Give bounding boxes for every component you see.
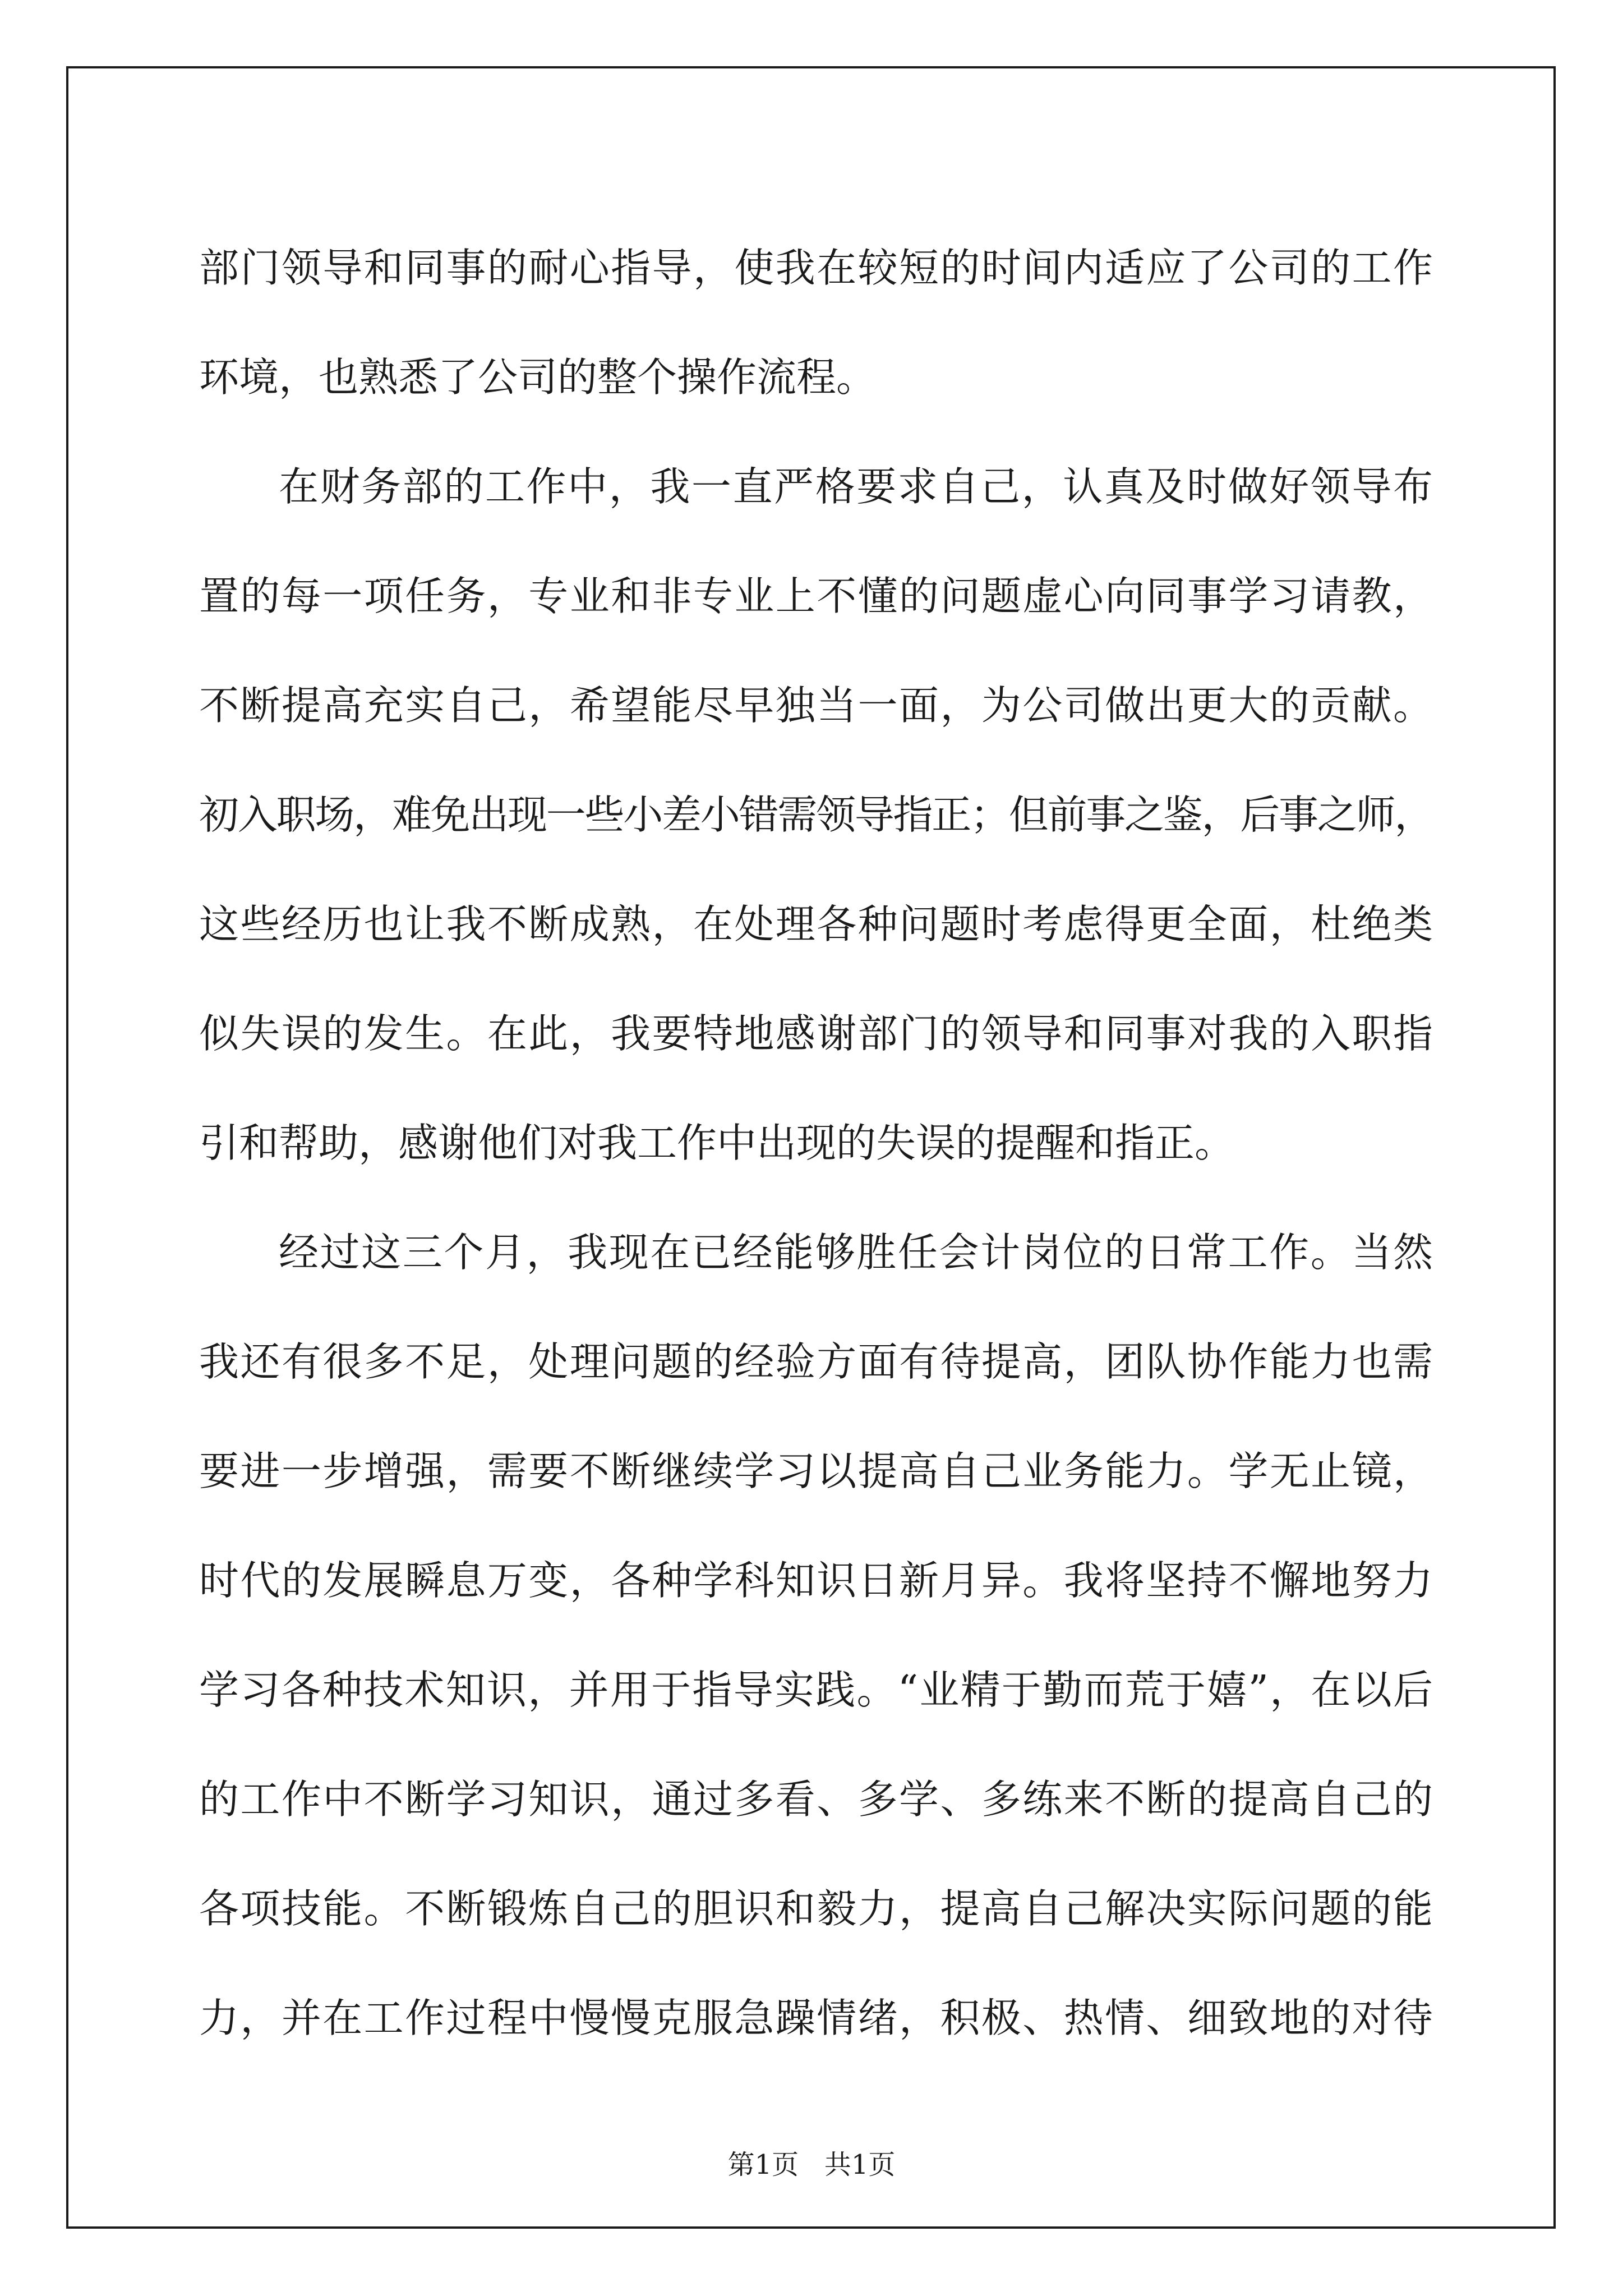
- text-line: 学习各种技术知识，并用于指导实践。“业精于勤而荒于嬉”，在以后: [199, 1667, 1433, 1713]
- text-line: 要进一步增强，需要不断继续学习以提高自己业务能力。学无止镜，: [199, 1448, 1433, 1494]
- text-line: 环境，也熟悉了公司的整个操作流程。: [199, 354, 877, 401]
- text-line: 经过这三个月，我现在已经能够胜任会计岗位的日常工作。当然: [279, 1229, 1433, 1276]
- text-line: 部门领导和同事的耐心指导，使我在较短的时间内适应了公司的工作: [199, 245, 1433, 291]
- text-line: 各项技能。不断锻炼自己的胆识和毅力，提高自己解决实际问题的能: [199, 1885, 1433, 1932]
- text-line: 我还有很多不足，处理问题的经验方面有待提高，团队协作能力也需: [199, 1338, 1433, 1385]
- text-line: 力，并在工作过程中慢慢克服急躁情绪，积极、热情、细致地的对待: [199, 1995, 1433, 2041]
- text-line: 的工作中不断学习知识，通过多看、多学、多练来不断的提高自己的: [199, 1776, 1433, 1823]
- text-line: 这些经历也让我不断成熟，在处理各种问题时考虑得更全面，杜绝类: [199, 901, 1433, 947]
- text-line: 引和帮助，感谢他们对我工作中出现的失误的提醒和指正。: [199, 1120, 1235, 1166]
- text-line: 不断提高充实自己，希望能尽早独当一面，为公司做出更大的贡献。: [199, 682, 1433, 729]
- text-line: 时代的发展瞬息万变，各种学科知识日新月异。我将坚持不懈地努力: [199, 1557, 1433, 1604]
- text-line: 似失误的发生。在此，我要特地感谢部门的领导和同事对我的入职指: [199, 1010, 1433, 1057]
- text-line: 初入职场，难免出现一些小差小错需领导指正；但前事之鉴，后事之师，: [199, 792, 1433, 838]
- text-line: 置的每一项任务，专业和非专业上不懂的问题虚心向同事学习请教，: [199, 573, 1433, 619]
- text-line: 在财务部的工作中，我一直严格要求自己，认真及时做好领导布: [279, 463, 1433, 510]
- document-body: [199, 213, 1433, 2073]
- page-footer: 第1页 共1页: [727, 2149, 896, 2180]
